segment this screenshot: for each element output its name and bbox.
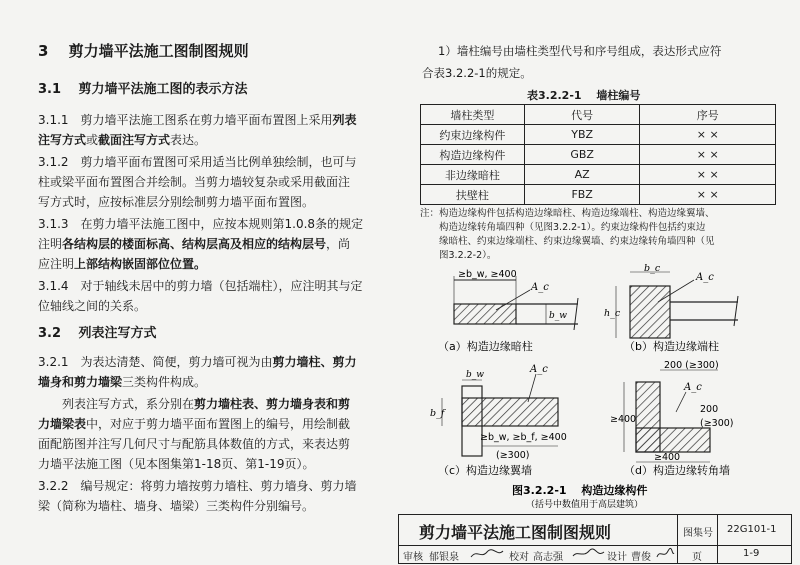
para-3-1-2-line3: 写方式时，应按标准层分别绘制剪力墙平面布置图。	[38, 195, 315, 209]
note-line2: 构造边缘转角墙四种（见图3.2.2-1）。约束边缘构件包括约束边	[420, 222, 706, 233]
column-hatch-horizontal	[636, 428, 710, 452]
review-signature	[469, 547, 507, 561]
para-3-1-1-line1	[38, 110, 357, 130]
break-line	[734, 296, 738, 326]
para-3-1-3-line3	[38, 254, 206, 274]
text: 3.1.1 剪力墙平法施工图系在剪力墙平面布置图上采用	[38, 113, 333, 127]
table-cell: × ×	[640, 145, 776, 165]
dim-label: ≥400	[654, 452, 681, 463]
design-name: 曹俊	[631, 552, 651, 563]
column-hatch	[454, 304, 516, 324]
check-label: 校对	[509, 552, 529, 563]
item1-line2: 合表3.2.2-1的规定。	[422, 66, 532, 80]
text: 3.2.1 为表达清楚、简便，剪力墙可视为由	[38, 355, 273, 369]
para-3-1-3-line1: 3.1.3 在剪力墙平法施工图中，应按本规则第1.0.8条的规定	[38, 217, 364, 231]
table-cell: × ×	[640, 165, 776, 185]
table-header: 墙柱类型	[421, 105, 525, 125]
leader-line	[676, 392, 686, 412]
table-header-row	[421, 105, 776, 125]
text: 表达。	[170, 133, 207, 147]
bold-text: 截面注写方式	[98, 133, 171, 147]
para-3-2-1-line6: 力墙平法施工图（见本图集第1-18页、第1-19页）。	[38, 457, 315, 471]
figure-d-corner-wall	[610, 360, 734, 477]
hc-label: h_c	[604, 308, 621, 319]
title-block	[398, 514, 792, 564]
figure-a-caption: （a）构造边缘暗柱	[438, 340, 533, 353]
figure-d-caption: （d）构造边缘转角墙	[624, 464, 730, 477]
para-3-1-4-line2: 位轴线之间的关系。	[38, 299, 147, 313]
text: 中，对应于剪力墙平面布置图上的编号，用绘制截	[86, 417, 351, 431]
dim-label: (≥300)	[700, 418, 734, 429]
table-cell: GBZ	[524, 145, 640, 165]
figure-c-caption: （c）构造边缘翼墙	[438, 464, 533, 477]
dim-label: ≥b_w, ≥400	[458, 269, 517, 280]
text: 注明	[38, 237, 63, 251]
divider	[677, 515, 678, 563]
design-label: 设计	[607, 552, 627, 563]
para-3-2-2-line2: 梁（简称为墙柱、墙身、墙梁）三类构件分别编号。	[38, 499, 315, 513]
text: 列表注写方式，系分别在	[62, 397, 195, 411]
bw-label: b_w	[466, 370, 484, 380]
design-signature	[655, 547, 675, 561]
figure-caption: 图3.2.2-1 构造边缘构件	[512, 484, 648, 497]
page-number: 1-9	[743, 548, 760, 559]
note-line4: 图3.2.2-2）。	[420, 250, 497, 261]
table-cell: 构造边缘构件	[421, 145, 525, 165]
break-line	[574, 298, 578, 330]
dim-label: ≥400	[610, 414, 637, 425]
table-cell: × ×	[640, 185, 776, 205]
subsection-title-3-1: 3.1 剪力墙平法施工图的表示方法	[38, 82, 248, 97]
atlas-label: 图集号	[683, 528, 713, 539]
page-label: 页	[692, 552, 702, 563]
para-3-1-3-line2	[38, 234, 350, 254]
table-row	[421, 165, 776, 185]
text: ，尚	[326, 237, 351, 251]
review-label: 审核	[403, 552, 423, 563]
table-cell: 约束边缘构件	[421, 125, 525, 145]
text: 应注明	[38, 257, 75, 271]
wall-column-table	[420, 104, 776, 205]
section-title: 3 剪力墙平法施工图制图规则	[38, 42, 249, 60]
text: 或	[86, 133, 99, 147]
ac-label: A_c	[684, 382, 702, 393]
dim-label: (≥300)	[496, 450, 530, 461]
table-row	[421, 185, 776, 205]
table-caption: 表3.2.2-1 墙柱编号	[527, 89, 641, 102]
table-cell: 非边缘暗柱	[421, 165, 525, 185]
bold-text: 各结构层的楼面标高、结构层高及相应的结构层号	[62, 237, 327, 251]
bold-text: 力墙梁表	[38, 417, 87, 431]
para-3-1-2-line2: 柱或梁平面布置图合并绘制。当剪力墙较复杂或采用截面注	[38, 175, 351, 189]
bold-text: 上部结构嵌固部位位置。	[74, 257, 207, 271]
bw-label: b_w	[549, 311, 567, 321]
dim-label: ≥b_w, ≥b_f, ≥400	[480, 432, 567, 443]
figure-c-flanged-wall	[430, 364, 567, 477]
figure-subcaption: （括号中数值用于高层建筑）	[526, 500, 644, 510]
table-row	[421, 125, 776, 145]
edge-member-figures	[418, 262, 788, 510]
drawing-title: 剪力墙平法施工图制图规则	[419, 523, 612, 542]
ac-label: A_c	[531, 282, 549, 293]
para-3-2-2-line1: 3.2.2 编号规定：将剪力墙按剪力墙柱、剪力墙身、剪力墙	[38, 479, 357, 493]
table-header: 代号	[524, 105, 640, 125]
para-3-2-1-line5: 面配筋图并注写几何尺寸与配筋具体数值的方式，来表达剪	[38, 437, 351, 451]
bold-text: 注写方式	[38, 133, 87, 147]
figure-b-end-column	[604, 263, 738, 353]
table-cell: × ×	[640, 125, 776, 145]
column-hatch	[630, 286, 670, 338]
column-hatch	[462, 398, 558, 426]
table-cell: AZ	[524, 165, 640, 185]
table-cell: FBZ	[524, 185, 640, 205]
divider	[717, 515, 718, 563]
text: 三类构件构成。	[122, 375, 207, 389]
para-3-1-4-line1: 3.1.4 对于轴线未居中的剪力墙（包括端柱），应注明其与定	[38, 279, 363, 293]
note-line1: 注：构造边缘构件包括构造边缘暗柱、构造边缘端柱、构造边缘翼墙、	[420, 208, 715, 219]
para-3-2-1-line2	[38, 372, 206, 392]
check-name: 高志强	[533, 552, 563, 563]
para-3-1-2-line1: 3.1.2 剪力墙平面布置图可采用适当比例单独绘制，也可与	[38, 155, 357, 169]
bold-text: 剪力墙柱、剪力	[272, 355, 357, 369]
bf-label: b_f	[430, 408, 445, 419]
figure-b-caption: （b）构造边缘端柱	[624, 340, 719, 353]
item1-line1: 1）墙柱编号由墙柱类型代号和序号组成，表达形式应符	[438, 44, 722, 58]
review-name: 郁银泉	[429, 552, 459, 563]
dim-label: 200 (≥300)	[664, 360, 719, 371]
ac-label: A_c	[530, 364, 548, 375]
note-line3: 缘暗柱、约束边缘端柱、约束边缘翼墙、约束边缘转角墙四种（见	[420, 236, 715, 247]
para-3-2-1-line1	[38, 352, 357, 372]
bc-label: b_c	[644, 263, 661, 274]
para-3-2-1-line4	[38, 414, 350, 434]
bold-text: 剪力墙柱表、剪力墙身表和剪	[194, 397, 351, 411]
table-cell: YBZ	[524, 125, 640, 145]
table-row	[421, 145, 776, 165]
para-3-1-1-line2	[38, 130, 206, 150]
dim-label: 200	[700, 404, 719, 415]
check-signature	[571, 547, 607, 561]
table-cell: 扶壁柱	[421, 185, 525, 205]
bold-text: 墙身和剪力墙梁	[38, 375, 123, 389]
subsection-title-3-2: 3.2 列表注写方式	[38, 326, 157, 341]
atlas-number: 22G101-1	[727, 524, 777, 535]
bold-text: 列表	[332, 113, 357, 127]
figure-a-hidden-column	[438, 269, 578, 353]
table-header: 序号	[640, 105, 776, 125]
para-3-2-1-line3	[62, 394, 350, 414]
ac-label: A_c	[696, 272, 714, 283]
